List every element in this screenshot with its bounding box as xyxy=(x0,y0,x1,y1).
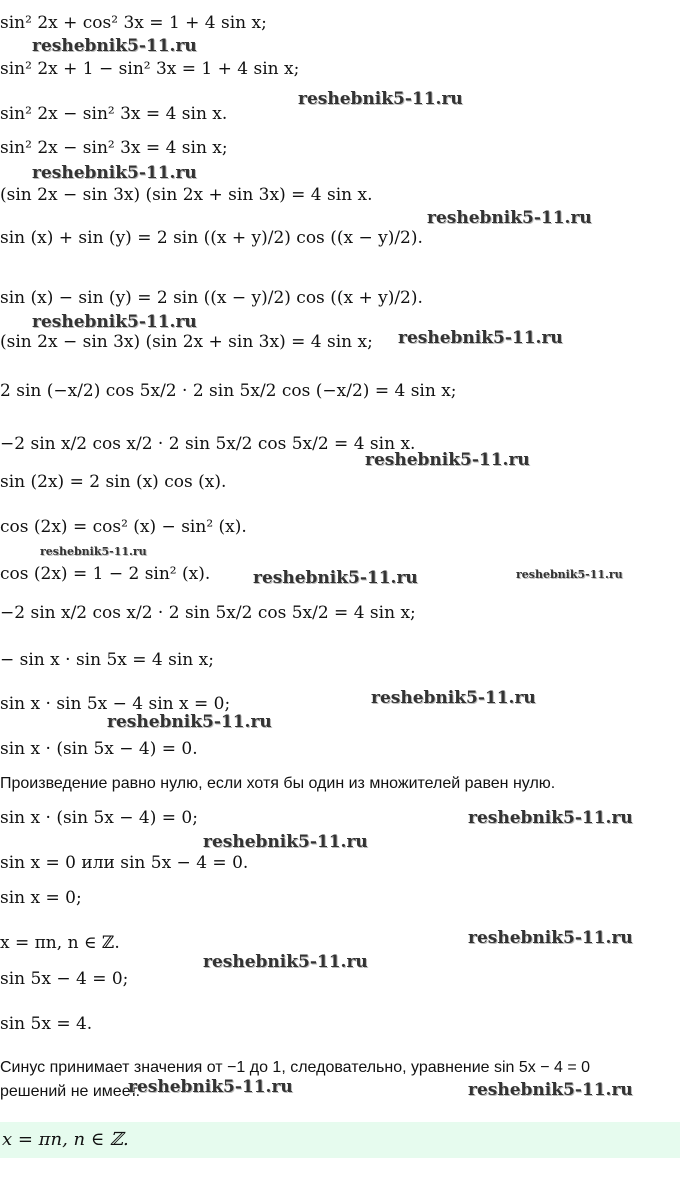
answer-text: x = πn, n ∈ ℤ. xyxy=(2,1129,129,1150)
watermark: reshebnik5-11.ru xyxy=(298,89,463,109)
watermark: reshebnik5-11.ru xyxy=(365,450,530,470)
watermark: reshebnik5-11.ru xyxy=(371,688,536,708)
equation-line: sin² 2x + cos² 3x = 1 + 4 sin x; xyxy=(0,13,267,33)
equation-line: sin 5x − 4 = 0; xyxy=(0,969,129,989)
equation-line: (sin 2x − sin 3x) (sin 2x + sin 3x) = 4 sin x. xyxy=(0,185,373,205)
equation-line: sin x · sin 5x − 4 sin x = 0; xyxy=(0,694,231,714)
equation-line: sin x = 0 или sin 5x − 4 = 0. xyxy=(0,853,249,873)
equation-line: −2 sin x/2 cos x/2 · 2 sin 5x/2 cos 5x/2 = 4 sin x; xyxy=(0,603,416,623)
equation-line: sin x = 0; xyxy=(0,888,82,908)
equation-line: sin² 2x − sin² 3x = 4 sin x; xyxy=(0,138,228,158)
formula-double-angle-cosine: cos (2x) = cos² (x) − sin² (x). xyxy=(0,517,247,537)
watermark: reshebnik5-11.ru xyxy=(427,208,592,228)
watermark: reshebnik5-11.ru xyxy=(468,928,633,948)
equation-line: (sin 2x − sin 3x) (sin 2x + sin 3x) = 4 sin x; xyxy=(0,332,373,352)
watermark: reshebnik5-11.ru xyxy=(398,328,563,348)
conclusion-text: Синус принимает значения от −1 до 1, следовательно, уравнение sin 5x − 4 = 0 решений не имеет. xyxy=(0,1059,591,1100)
equation-line: 2 sin (−x/2) cos 5x/2 · 2 sin 5x/2 cos (−x/2) = 4 sin x; xyxy=(0,381,457,401)
equation-line: sin 5x = 4. xyxy=(0,1014,93,1034)
equation-line: sin² 2x − sin² 3x = 4 sin x. xyxy=(0,104,228,124)
formula-difference-of-sines: sin (x) − sin (y) = 2 sin ((x − y)/2) cos ((x + y)/2). xyxy=(0,288,423,308)
answer-box xyxy=(0,1122,680,1158)
formula-double-angle-cosine-alt: cos (2x) = 1 − 2 sin² (x). xyxy=(0,564,211,584)
watermark: reshebnik5-11.ru xyxy=(107,712,272,732)
equation-line: sin x · (sin 5x − 4) = 0. xyxy=(0,739,198,759)
equation-line: − sin x · sin 5x = 4 sin x; xyxy=(0,650,214,670)
watermark: reshebnik5-11.ru xyxy=(32,163,197,183)
watermark: reshebnik5-11.ru xyxy=(468,1080,633,1100)
watermark: reshebnik5-11.ru xyxy=(253,568,418,588)
watermark: reshebnik5-11.ru xyxy=(203,952,368,972)
equation-line: sin² 2x + 1 − sin² 3x = 1 + 4 sin x; xyxy=(0,59,300,79)
equation-line: −2 sin x/2 cos x/2 · 2 sin 5x/2 cos 5x/2 = 4 sin x. xyxy=(0,434,416,454)
watermark: reshebnik5-11.ru xyxy=(32,312,197,332)
watermark: reshebnik5-11.ru xyxy=(128,1077,293,1097)
watermark: reshebnik5-11.ru xyxy=(516,568,623,581)
formula-sum-of-sines: sin (x) + sin (y) = 2 sin ((x + y)/2) cos ((x − y)/2). xyxy=(0,228,423,248)
explanation-text: Произведение равно нулю, если хотя бы один из множителей равен нулю. xyxy=(0,775,556,792)
formula-double-angle-sine: sin (2x) = 2 sin (x) cos (x). xyxy=(0,472,227,492)
watermark: reshebnik5-11.ru xyxy=(468,808,633,828)
equation-line: sin x · (sin 5x − 4) = 0; xyxy=(0,808,198,828)
watermark: reshebnik5-11.ru xyxy=(40,545,147,558)
watermark: reshebnik5-11.ru xyxy=(203,832,368,852)
equation-line: x = πn, n ∈ ℤ. xyxy=(0,933,120,953)
watermark: reshebnik5-11.ru xyxy=(32,36,197,56)
